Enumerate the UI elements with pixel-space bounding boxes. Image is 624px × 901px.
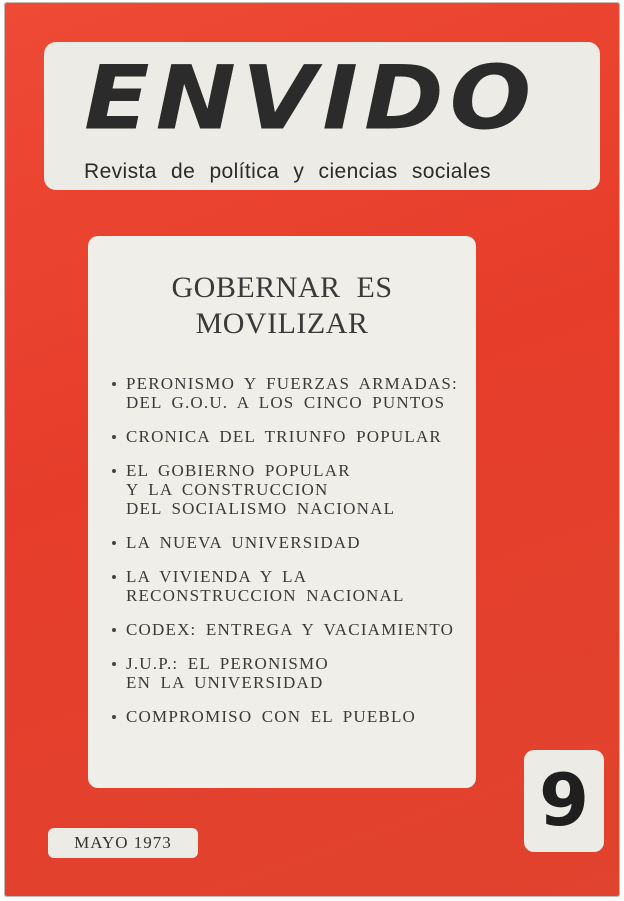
toc-item	[112, 707, 472, 726]
toc-item	[112, 620, 472, 639]
toc-item-label: LA NUEVA UNIVERSIDAD	[126, 533, 361, 552]
toc-item	[112, 533, 472, 552]
toc-item-label: J.U.P.: EL PERONISMO EN LA UNIVERSIDAD	[126, 654, 329, 692]
contents-panel	[88, 236, 476, 788]
toc-item-label: CRONICA DEL TRIUNFO POPULAR	[126, 427, 442, 446]
date-panel	[48, 828, 198, 858]
toc-item	[112, 567, 472, 605]
bullet-icon	[112, 469, 116, 473]
table-of-contents	[112, 374, 472, 741]
bullet-icon	[112, 435, 116, 439]
toc-item	[112, 427, 472, 446]
bullet-icon	[112, 715, 116, 719]
toc-item-label: COMPROMISO CON EL PUEBLO	[126, 707, 417, 726]
toc-item	[112, 461, 472, 518]
issue-date: MAYO 1973	[74, 833, 172, 852]
toc-item-label: PERONISMO Y FUERZAS ARMADAS: DEL G.O.U. A LOS CINCO PUNTOS	[126, 374, 458, 412]
magazine-cover	[4, 2, 620, 897]
magazine-title: ENVIDO	[84, 46, 538, 150]
toc-item	[112, 654, 472, 692]
bullet-icon	[112, 662, 116, 666]
magazine-subtitle: Revista de política y ciencias sociales	[84, 160, 491, 183]
toc-item-label: EL GOBIERNO POPULAR Y LA CONSTRUCCION DEL SOCIALISMO NACIONAL	[126, 461, 396, 518]
masthead-panel	[44, 42, 600, 190]
issue-number: 9	[538, 758, 590, 842]
toc-item-label: LA VIVIENDA Y LA RECONSTRUCCION NACIONAL	[126, 567, 405, 605]
bullet-icon	[112, 382, 116, 386]
bullet-icon	[112, 628, 116, 632]
cover-headline: GOBERNAR ES MOVILIZAR	[171, 271, 393, 340]
toc-item	[112, 374, 472, 412]
toc-item-label: CODEX: ENTREGA Y VACIAMIENTO	[126, 620, 455, 639]
bullet-icon	[112, 575, 116, 579]
bullet-icon	[112, 541, 116, 545]
issue-number-panel	[524, 750, 604, 852]
